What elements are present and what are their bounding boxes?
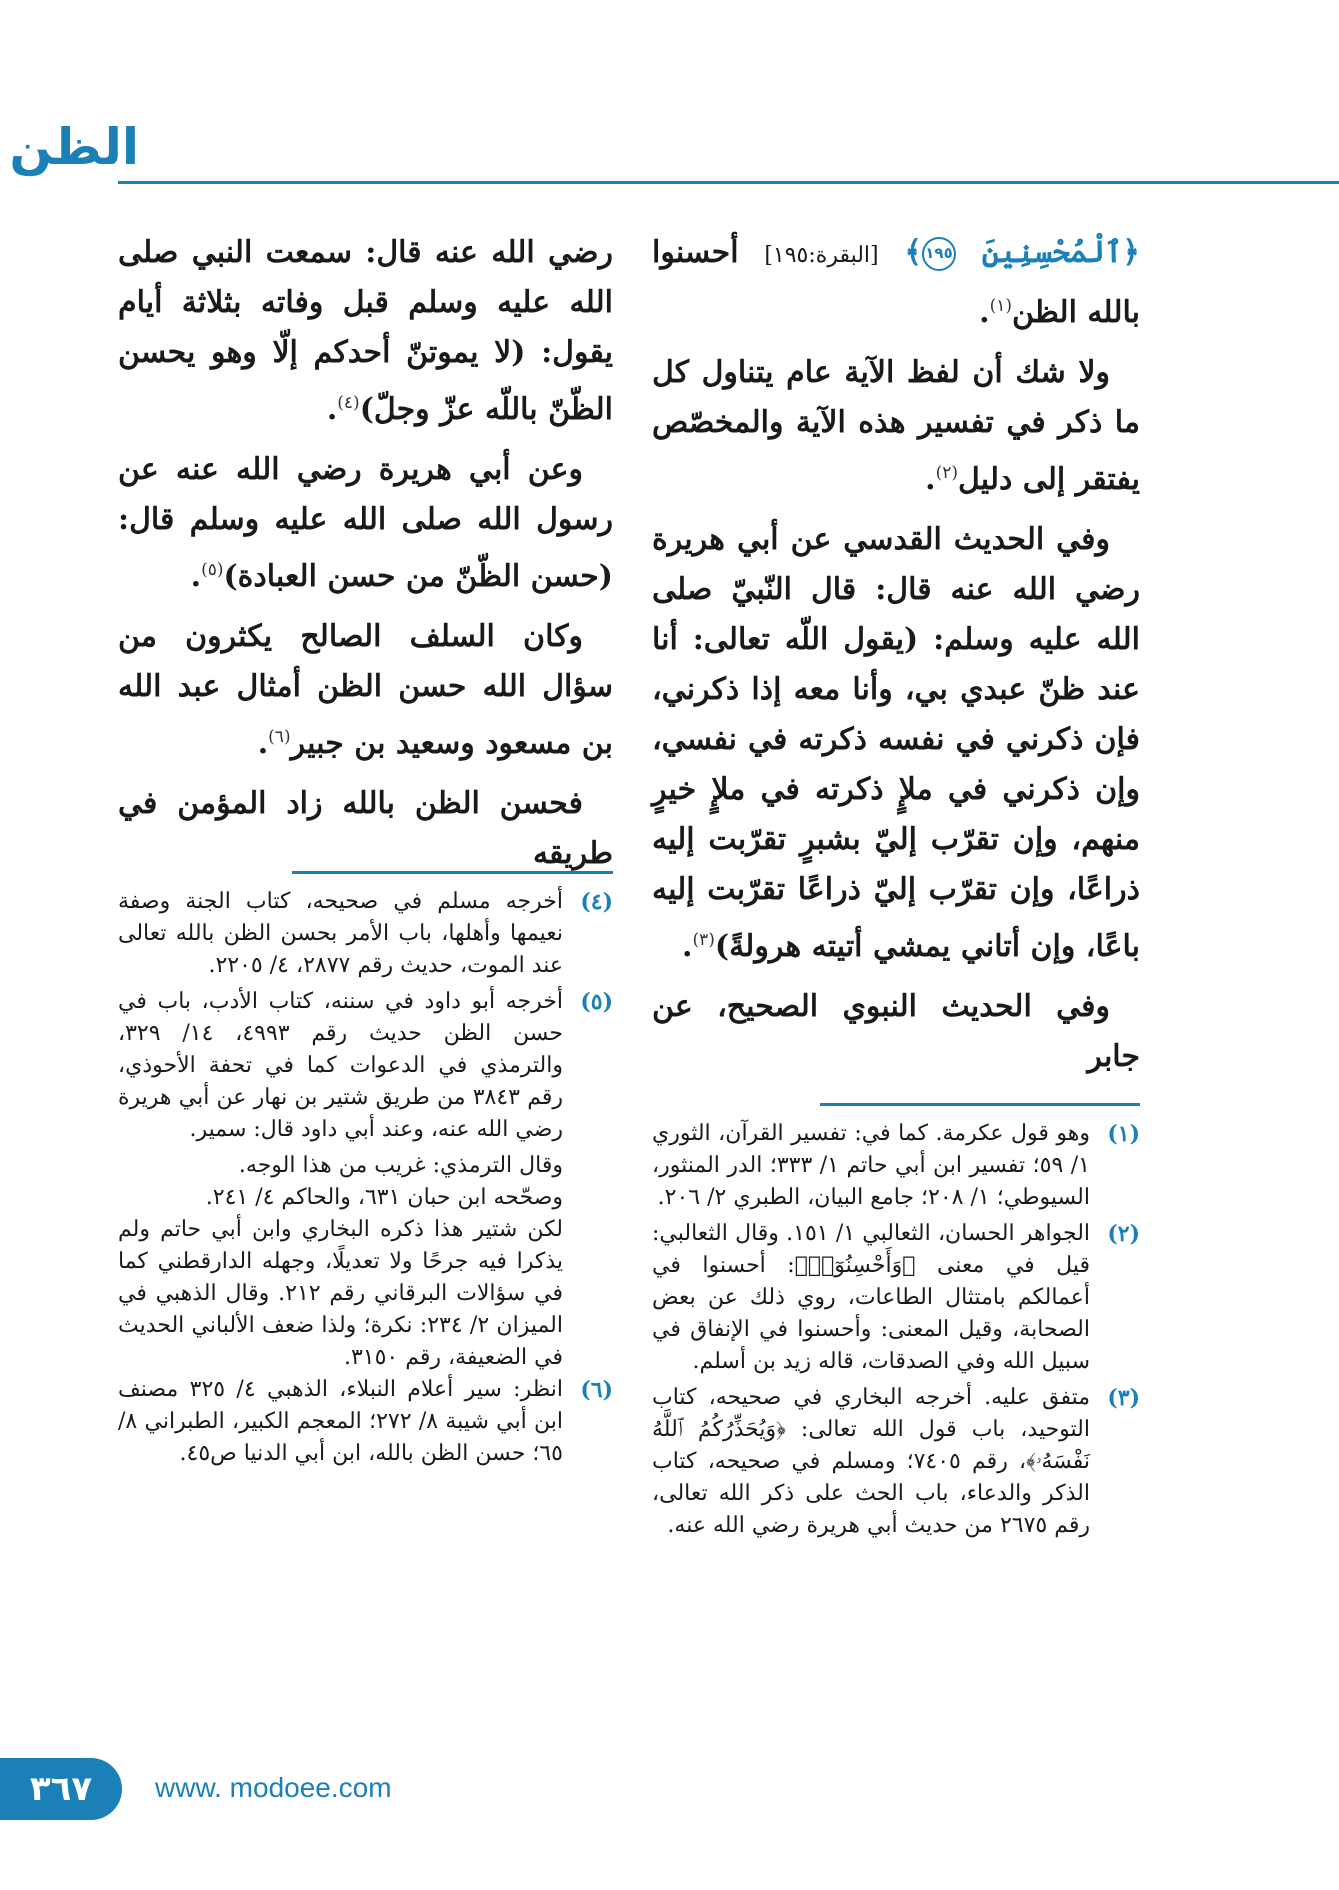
- footnote: [118, 886, 613, 982]
- footnote-text: الجواهر الحسان، الثعالبي ١/ ١٥١. وقال الثعالبي: قيل في معنى ﴿وَأَحْسِنُوٓا۟﴾: أحسنوا في أعمالكم بامتثال الطاعات، روي ذلك عن بعض الصحابة، وقيل المعنى: وأحسنوا في الإنفاق في سبيل الله وفي الصدقات، قاله زيد بن أسلم.: [652, 1221, 1091, 1374]
- footnote-marker: (٥): [201, 560, 224, 580]
- footnote-text: لكن شتير هذا ذكره البخاري وابن أبي حاتم ولم يذكرا فيه جرحًا ولا تعديلًا، وجهله الدارقطني كما في سؤالات البرقاني رقم ٢١٢. وقال الذهبي في الميزان ٢/ ٢٣٤: نكرة؛ ولذا ضعف الألباني الحديث في الضعيفة، رقم ٣١٥٠.: [118, 1217, 564, 1370]
- header-divider: [118, 181, 1339, 184]
- surah-reference: [البقرة:١٩٥]: [764, 243, 879, 268]
- quran-verse: ﴿ٱلْمُحْسِنِينَ ١٩٥﴾: [904, 235, 1140, 270]
- footnote-marker: (٢): [935, 463, 959, 483]
- paragraph: رضي الله عنه قال: سمعت النبي صلى الله عليه وسلم قبل وفاته بثلاثة أيام يقول: (لا يموتنّ أحدكم إلّا وهو يحسن الظّنّ باللّه عزّ وجلّ)$^{(٤)}$.: [118, 235, 613, 427]
- right-text-column: [652, 228, 1140, 1092]
- paragraph: ولا شك أن لفظ الآية عام يتناول كل ما ذكر في تفسير هذه الآية والمخصّص يفتقر إلى دليل$^{(٢)}$.: [652, 355, 1140, 497]
- footnote: [118, 1374, 613, 1470]
- footnote: [118, 986, 613, 1146]
- footnote-text: متفق عليه. أخرجه البخاري في صحيحه، كتاب التوحيد، باب قول الله تعالى: ﴿وَيُحَذِّرُكُمُ ٱللَّهُ نَفْسَهُۥ﴾، رقم ٧٤٠٥؛ ومسلم في صحيحه، كتاب الذكر والدعاء، باب الحث على ذكر الله تعالى، رقم ٢٦٧٥ من حديث أبي هريرة رضي الله عنه.: [652, 1385, 1091, 1538]
- footnote-text: وقال الترمذي: غريب من هذا الوجه.: [238, 1153, 563, 1178]
- footnote: [652, 1218, 1140, 1378]
- footnotes-right: [652, 1118, 1140, 1546]
- footnote-marker: (١): [989, 296, 1012, 316]
- paragraph-text: وفي الحديث النبوي الصحيح، عن جابر: [652, 989, 1140, 1074]
- paragraph: وكان السلف الصالح يكثرون من سؤال الله حسن الظن أمثال عبد الله بن مسعود وسعيد بن جبير$^{(٦)}$.: [118, 619, 613, 761]
- footnote-text: أخرجه مسلم في صحيحه، كتاب الجنة وصفة نعيمها وأهلها، باب الأمر بحسن الظن بالله تعالى عند الموت، حديث رقم ٢٨٧٧، ٤/ ٢٢٠٥.: [118, 889, 563, 978]
- footnote-text: انظر: سير أعلام النبلاء، الذهبي ٤/ ٣٢٥ مصنف ابن أبي شيبة ٨/ ٢٧٢؛ المعجم الكبير، الطبراني ٨/ ٦٥؛ حسن الظن بالله، ابن أبي الدنيا ص٤٥.: [118, 1377, 564, 1466]
- footnote-number: (٤): [580, 889, 613, 915]
- page-number: ٣٦٧: [0, 1758, 122, 1820]
- paragraph-text: أحسنوا بالله الظن: [652, 235, 1140, 330]
- left-text-column: [118, 228, 613, 889]
- paragraph-text: وفي الحديث القدسي عن أبي هريرة رضي الله عنه قال: قال النّبيّ صلى الله عليه وسلم: (يقول اللّه تعالى: أنا عند ظنّ عبدي بي، وأنا معه إذا ذكرني، فإن ذكرني في نفسه ذكرته في نفسي، وإن ذكرني في ملإٍ ذكرته في ملإٍ خيرٍ منهم، وإن تقرّب إليّ بشبرٍ تقرّبت إليه ذراعًا، وإن تقرّب إليّ ذراعًا تقرّبت إليه باعًا، وإن أتاني يمشي أتيته هرولةً): [652, 522, 1140, 964]
- paragraph-text: رضي الله عنه قال: سمعت النبي صلى الله عليه وسلم قبل وفاته بثلاثة أيام يقول: (لا يموتنّ أحدكم إلّا وهو يحسن الظّنّ باللّه عزّ وجلّ): [118, 235, 613, 427]
- paragraph-text: ولا شك أن لفظ الآية عام يتناول كل ما ذكر في تفسير هذه الآية والمخصّص يفتقر إلى دليل: [652, 355, 1140, 497]
- footnote-number: (١): [1107, 1121, 1140, 1147]
- footnote-divider: [820, 1103, 1140, 1106]
- paragraph-text: فحسن الظن بالله زاد المؤمن في طريقه: [118, 786, 613, 871]
- page-title: الظن: [9, 118, 139, 176]
- footnote-divider: [292, 871, 613, 874]
- footnote-number: (٢): [1107, 1221, 1140, 1247]
- footnote-text: وهو قول عكرمة. كما في: تفسير القرآن، الثوري ١/ ٥٩؛ تفسير ابن أبي حاتم ١/ ٣٣٣؛ الدر المنثور، السيوطي؛ ١/ ٢٠٨؛ جامع البيان، الطبري ٢/ ٢٠٦.: [652, 1121, 1090, 1210]
- footnote-number: (٣): [1107, 1385, 1140, 1411]
- paragraph: [652, 982, 1140, 1082]
- website-link[interactable]: www. modoee.com: [155, 1772, 392, 1803]
- footnote-marker: (٤): [337, 393, 360, 413]
- footnote-text: وصحّحه ابن حبان ٦٣١، والحاكم ٤/ ٢٤١.: [205, 1185, 563, 1210]
- footnote-text: أخرجه أبو داود في سننه، كتاب الأدب، باب في حسن الظن حديث رقم ٤٩٩٣، ١٤/ ٣٢٩، والترمذي في الدعوات كما في تحفة الأحوذي، رقم ٣٨٤٣ من طريق شتير بن نهار عن أبي هريرة رضي الله عنه، وعند أبي داود قال: سمير.: [118, 989, 564, 1142]
- footnote-continuation: [118, 1150, 613, 1374]
- footnote: [652, 1382, 1140, 1542]
- footnote-marker: (٣): [692, 930, 715, 950]
- footnote: [652, 1118, 1140, 1214]
- paragraph: وفي الحديث القدسي عن أبي هريرة رضي الله عنه قال: قال النّبيّ صلى الله عليه وسلم: (يقول اللّه تعالى: أنا عند ظنّ عبدي بي، وأنا معه إذا ذكرني، فإن ذكرني في نفسه ذكرته في نفسي، وإن ذكرني في ملإٍ ذكرته في ملإٍ خيرٍ منهم، وإن تقرّب إليّ بشبرٍ تقرّبت إليه ذراعًا، وإن تقرّب إليّ ذراعًا تقرّبت إليه باعًا، وإن أتاني يمشي أتيته هرولةً)$^{(٣)}$.: [652, 522, 1140, 964]
- paragraph-text: وعن أبي هريرة رضي الله عنه عن رسول الله صلى الله عليه وسلم قال: (حسن الظّنّ من حسن العبادة): [118, 452, 613, 594]
- footnotes-left: [118, 886, 613, 1474]
- ayah-number-icon: ١٩٥: [922, 237, 956, 271]
- footnote-marker: (٦): [268, 727, 291, 747]
- paragraph: [118, 779, 613, 879]
- paragraph: وعن أبي هريرة رضي الله عنه عن رسول الله صلى الله عليه وسلم قال: (حسن الظّنّ من حسن العبادة)$^{(٥)}$.: [118, 452, 613, 594]
- paragraph-text: وكان السلف الصالح يكثرون من سؤال الله حسن الظن أمثال عبد الله بن مسعود وسعيد بن جبير: [118, 619, 613, 761]
- footnote-number: (٥): [580, 989, 613, 1015]
- footnote-number: (٦): [580, 1377, 613, 1403]
- paragraph: ﴿ٱلْمُحْسِنِينَ ١٩٥﴾ [البقرة:١٩٥] أحسنوا بالله الظن$^{(١)}$.: [652, 235, 1140, 330]
